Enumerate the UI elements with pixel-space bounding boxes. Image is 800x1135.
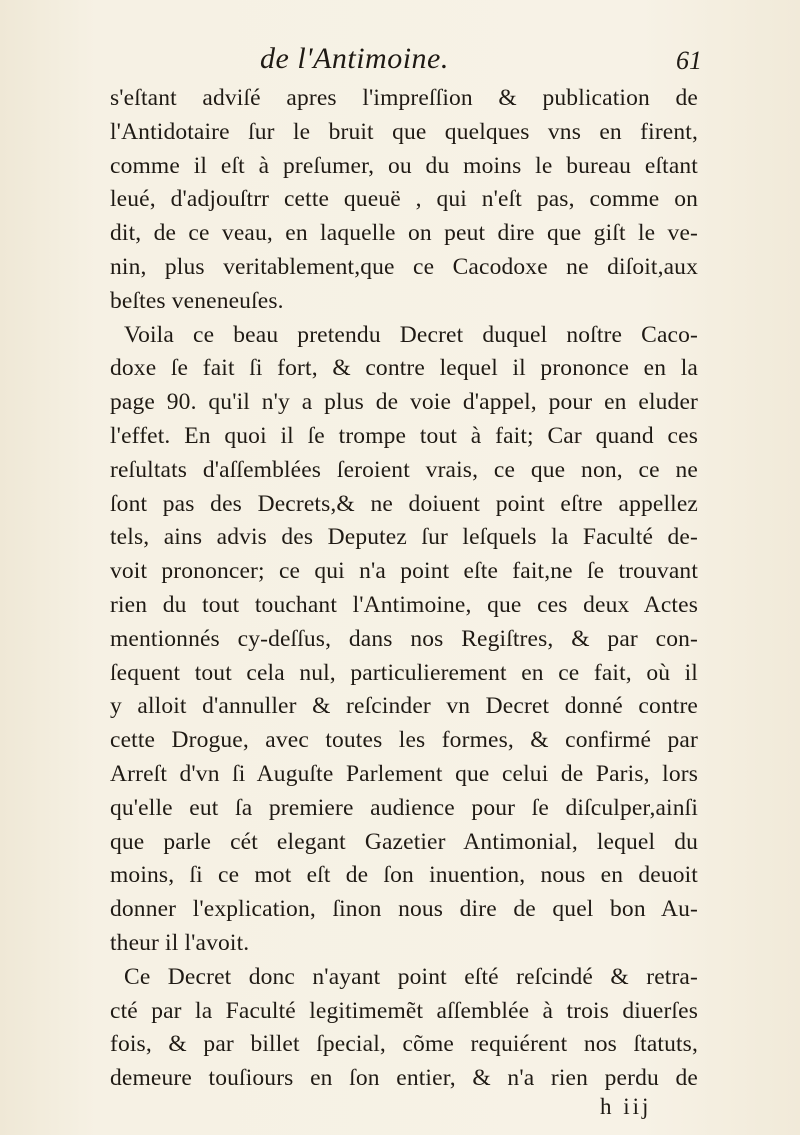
page-number: 61 bbox=[676, 46, 702, 75]
text-line: y alloit d'annuller & reſcinder vn Decret donné contre bbox=[110, 693, 698, 720]
text-line: tels, ains advis des Deputez ſur leſquels la Faculté de- bbox=[110, 524, 698, 551]
text-line: leué, d'adjouſtrr cette queuë , qui n'eſt pas, comme on bbox=[110, 186, 698, 213]
text-line: ſont pas des Decrets,& ne doiuent point eſtre appellez bbox=[110, 490, 698, 517]
text-line: doxe ſe fait ſi fort, & contre lequel il prononce en la bbox=[110, 355, 698, 382]
text-line: l'Antidotaire ſur le bruit que quelques vns en firent, bbox=[110, 118, 698, 145]
text-line: qu'elle eut ſa premiere audience pour ſe diſculper,ainſi bbox=[110, 794, 698, 821]
text-line: l'effet. En quoi il ſe trompe tout à fait; Car quand ces bbox=[110, 422, 698, 449]
text-line: ſequent tout cela nul, particulierement en ce fait, où il bbox=[110, 659, 698, 686]
text-line: s'eſtant adviſé apres l'impreſſion & publication de bbox=[110, 85, 698, 111]
text-line: theur il l'avoit. bbox=[110, 929, 250, 956]
text-line: nin, plus veritablement,que ce Cacodoxe ne diſoit,aux bbox=[110, 253, 698, 280]
text-line: rien du tout touchant l'Antimoine, que ces deux Actes bbox=[110, 591, 698, 618]
text-line: donner l'explication, ſinon nous dire de quel bon Au- bbox=[110, 896, 698, 923]
text-line: cette Drogue, avec toutes les formes, & confirmé par bbox=[110, 727, 698, 754]
page-header bbox=[110, 40, 702, 80]
text-line: que parle cét elegant Gazetier Antimonial, lequel du bbox=[110, 828, 698, 855]
text-line: mentionnés cy-deſſus, dans nos Regiſtres, & par con- bbox=[110, 625, 698, 652]
body-text bbox=[110, 82, 698, 1096]
text-line: dit, de ce veau, en laquelle on peut dire que giſt le ve- bbox=[110, 220, 698, 247]
text-line: beſtes veneneuſes. bbox=[110, 287, 284, 314]
text-line: Voila ce beau pretendu Decret duquel noſtre Caco- bbox=[124, 321, 698, 348]
text-line: Ce Decret donc n'ayant point eſté reſcindé & retra- bbox=[124, 963, 698, 990]
text-line: page 90. qu'il n'y a plus de voie d'appel, pour en eluder bbox=[110, 389, 698, 416]
signature-mark: h iij bbox=[600, 1094, 652, 1119]
text-line: fois, & par billet ſpecial, cõme requiérent nos ſtatuts, bbox=[110, 1031, 698, 1058]
running-title: de l'Antimoine. bbox=[260, 42, 449, 75]
text-line: moins, ſi ce mot eſt de ſon inuention, nous en deuoit bbox=[110, 862, 698, 889]
text-line: Arreſt d'vn ſi Auguſte Parlement que celui de Paris, lors bbox=[110, 760, 698, 787]
text-line: voit prononcer; ce qui n'a point eſte fait,ne ſe trouvant bbox=[110, 558, 698, 585]
text-line: comme il eſt à preſumer, ou du moins le bureau eſtant bbox=[110, 152, 698, 179]
text-line: cté par la Faculté legitimemẽt aſſemblée à trois diuerſes bbox=[110, 997, 698, 1024]
text-line: demeure touſiours en ſon entier, & n'a rien perdu de bbox=[110, 1065, 698, 1092]
text-line: reſultats d'aſſemblées ſeroient vrais, ce que non, ce ne bbox=[110, 456, 698, 483]
